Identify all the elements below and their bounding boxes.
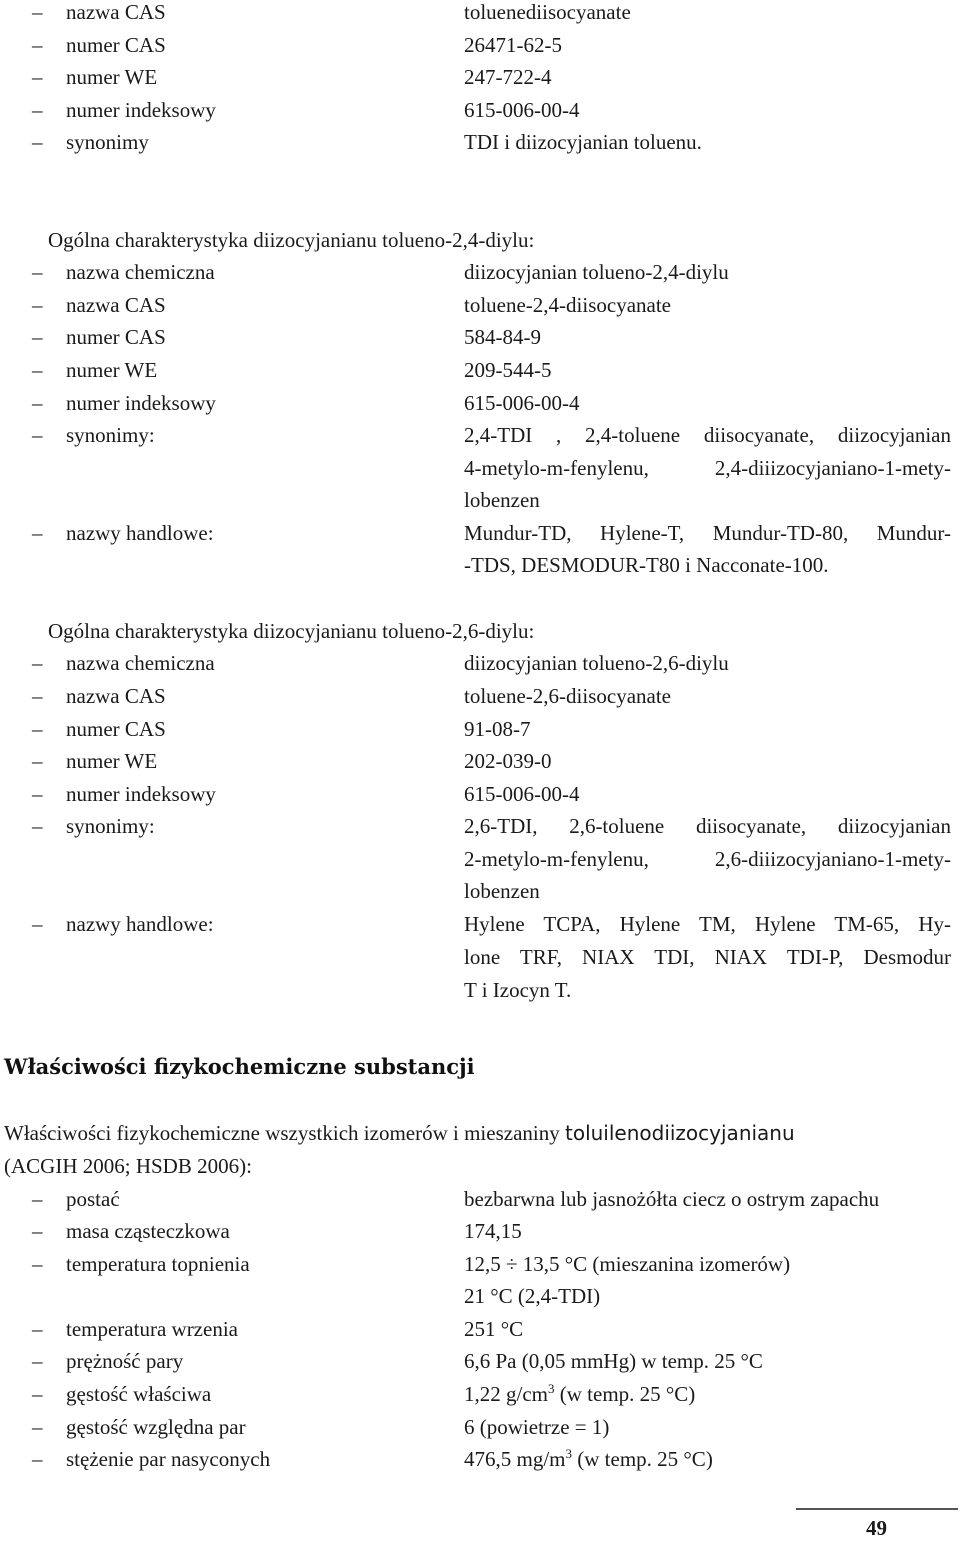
block1-value: 26471-62-5 — [464, 33, 562, 57]
block1-value: 615-006-00-4 — [464, 98, 580, 122]
property-value — [464, 1443, 713, 1475]
property-value: 21 °C (2,4-TDI) — [464, 1284, 601, 1308]
property-value: 6 (powietrze = 1) — [464, 1415, 610, 1439]
field-value: diizocyjanian tolueno-2,4-diylu — [464, 260, 729, 284]
field-value: diizocyjanian tolueno-2,6-diylu — [464, 651, 729, 675]
section-title-26 — [0, 615, 960, 647]
section-title-text: Ogólna charakterystyka diizocyjanianu tolueno-2,4-diylu: — [48, 228, 535, 252]
synonyms-label: synonimy: — [66, 814, 155, 838]
synonyms-line: 2-metylo-m-fenylenu, 2,6-diiizocyjaniano-1-mety- — [464, 847, 951, 871]
property-row: – gęstość właściwa 1,22 $g/cm^3$ (w temp. 25 °C) — [0, 1378, 960, 1410]
field-value: toluene-2,4-diisocyanate — [464, 293, 672, 317]
field-value: 91-08-7 — [464, 717, 531, 741]
property-row: – temperatura topnienia 12,5 ÷ 13,5 °C (mieszanina izomerów) — [0, 1248, 960, 1280]
property-label: gęstość właściwa — [66, 1382, 212, 1406]
section26-synonyms: – synonimy: 2,6-TDI, 2,6-toluene diisocyanate, diizocyjanian — [0, 810, 960, 842]
field-label: numer CAS — [66, 325, 166, 349]
property-value: 12,5 ÷ 13,5 °C (mieszanina izomerów) — [464, 1252, 791, 1276]
field-value: 584-84-9 — [464, 325, 541, 349]
page-number: 49 — [866, 1516, 887, 1540]
section-title-24 — [0, 224, 960, 256]
trade-names-label: nazwy handlowe: — [66, 912, 214, 936]
section26-synonyms-cont — [0, 875, 960, 907]
block1-row: – numer WE 247-722-4 — [0, 61, 960, 93]
property-label: temperatura wrzenia — [66, 1317, 238, 1341]
property-label: postać — [66, 1187, 120, 1211]
property-label: stężenie par nasyconych — [66, 1447, 271, 1471]
field-label: numer CAS — [66, 717, 166, 741]
field-value: 615-006-00-4 — [464, 782, 580, 806]
synonyms-line: 2,6-TDI, 2,6-toluene diisocyanate, diizocyjanian — [464, 814, 951, 838]
field-label: nazwa chemiczna — [66, 260, 215, 284]
property-label: prężność pary — [66, 1349, 184, 1373]
block1-row: – synonimy TDI i diizocyjanian toluenu. — [0, 126, 960, 158]
section26-row: – nazwa CAS toluene-2,6-diisocyanate — [0, 680, 960, 712]
section24-synonyms-cont — [0, 484, 960, 516]
section26-synonyms-cont — [0, 843, 960, 875]
section24-trade: – nazwy handlowe: Mundur-TD, Hylene-T, Mundur-TD-80, Mundur- — [0, 517, 960, 549]
property-row: – postać bezbarwna lub jasnożółta ciecz o ostrym zapachu — [0, 1183, 960, 1215]
property-value: 174,15 — [464, 1219, 522, 1243]
block1-value: toluenediisocyanate — [464, 0, 631, 24]
section24-trade-cont — [0, 549, 960, 581]
intro-paragraph-line2: (ACGIH 2006; HSDB 2006): — [4, 1154, 252, 1178]
section24-row: – numer WE 209-544-5 — [0, 354, 960, 386]
property-label: gęstość względna par — [66, 1415, 246, 1439]
section-title-text: Ogólna charakterystyka diizocyjanianu tolueno-2,6-diylu: — [48, 619, 535, 643]
synonyms-label: synonimy: — [66, 423, 155, 447]
section26-trade: – nazwy handlowe: Hylene TCPA, Hylene TM, Hylene TM-65, Hy- — [0, 908, 960, 940]
property-value: 251 °C — [464, 1317, 524, 1341]
footer-rule — [796, 1508, 958, 1510]
block1-label: nazwa CAS — [66, 0, 166, 24]
section24-row: – nazwa chemiczna diizocyjanian tolueno-2,4-diylu — [0, 256, 960, 288]
section24-synonyms: – synonimy: 2,4-TDI , 2,4-toluene diisocyanate, diizocyjanian — [0, 419, 960, 451]
section26-row: – numer WE 202-039-0 — [0, 745, 960, 777]
field-value: 209-544-5 — [464, 358, 552, 382]
intro-paragraph — [4, 1117, 954, 1149]
superscript: 3 — [565, 1446, 573, 1461]
property-row: – prężność pary 6,6 Pa (0,05 mmHg) w temp. 25 °C — [0, 1345, 960, 1377]
block1-row: – numer CAS 26471-62-5 — [0, 29, 960, 61]
section26-row: – numer CAS 91-08-7 — [0, 713, 960, 745]
section24-row: – numer CAS 584-84-9 — [0, 321, 960, 353]
property-value: 6,6 Pa (0,05 mmHg) w temp. 25 °C — [464, 1349, 763, 1373]
section24-row: – numer indeksowy 615-006-00-4 — [0, 387, 960, 419]
trade-names-line: Mundur-TD, Hylene-T, Mundur-TD-80, Mundur- — [464, 521, 951, 545]
property-value-rest: (w temp. 25 °C) — [554, 1382, 696, 1406]
property-value-main: 1,22 g/cm — [464, 1382, 548, 1406]
property-row: – temperatura wrzenia 251 °C — [0, 1313, 960, 1345]
property-value — [464, 1378, 695, 1410]
field-label: numer indeksowy — [66, 782, 216, 806]
field-label: nazwa CAS — [66, 684, 166, 708]
block1-row: – nazwa CAS toluenediisocyanate — [0, 0, 960, 28]
property-label: masa cząsteczkowa — [66, 1219, 230, 1243]
property-value-main: 476,5 mg/m — [464, 1447, 566, 1471]
trade-names-line: T i Izocyn T. — [464, 978, 572, 1002]
block1-value: TDI i diizocyjanian toluenu. — [464, 130, 702, 154]
section26-row: – nazwa chemiczna diizocyjanian tolueno-2,6-diylu — [0, 647, 960, 679]
block1-label: numer CAS — [66, 33, 166, 57]
field-value: toluene-2,6-diisocyanate — [464, 684, 672, 708]
intro-text: Właściwości fizykochemiczne wszystkich izomerów i mieszaniny — [4, 1121, 565, 1145]
synonyms-line: 2,4-TDI , 2,4-toluene diisocyanate, diizocyjanian — [464, 423, 951, 447]
block1-value: 247-722-4 — [464, 65, 552, 89]
property-label: temperatura topnienia — [66, 1252, 250, 1276]
field-label: numer WE — [66, 358, 158, 382]
block1-label: numer indeksowy — [66, 98, 216, 122]
field-label: nazwa chemiczna — [66, 651, 215, 675]
section24-row: – nazwa CAS toluene-2,4-diisocyanate — [0, 289, 960, 321]
block1-label: synonimy — [66, 130, 149, 154]
section26-trade-cont — [0, 941, 960, 973]
superscript: 3 — [548, 1381, 555, 1396]
property-value: bezbarwna lub jasnożółta ciecz o ostrym zapachu — [464, 1187, 880, 1211]
field-label: numer indeksowy — [66, 391, 216, 415]
field-value: 615-006-00-4 — [464, 391, 580, 415]
property-value-rest: (w temp. 25 °C) — [572, 1447, 713, 1471]
property-row: – stężenie par nasyconych 476,5 $mg/m^3$ (w temp. 25 °C) — [0, 1443, 960, 1475]
property-row: – gęstość względna par 6 (powietrze = 1) — [0, 1411, 960, 1443]
trade-names-label: nazwy handlowe: — [66, 521, 214, 545]
section-heading: Właściwości fizykochemiczne substancji — [4, 1054, 475, 1079]
trade-names-line: lone TRF, NIAX TDI, NIAX TDI-P, Desmodur — [464, 945, 951, 969]
block1-row: – numer indeksowy 615-006-00-4 — [0, 94, 960, 126]
intro-compound: toluilenodiizocyjanianu — [564, 1121, 795, 1145]
property-row-cont — [0, 1280, 960, 1312]
field-value: 202-039-0 — [464, 749, 552, 773]
synonyms-line: lobenzen — [464, 488, 540, 512]
trade-names-line: Hylene TCPA, Hylene TM, Hylene TM-65, Hy- — [464, 912, 951, 936]
section26-trade-cont — [0, 974, 960, 1006]
block1-label: numer WE — [66, 65, 158, 89]
synonyms-line: 4-metylo-m-fenylenu, 2,4-diiizocyjaniano-1-mety- — [464, 456, 951, 480]
section24-synonyms-cont — [0, 452, 960, 484]
field-label: numer WE — [66, 749, 158, 773]
trade-names-line: -TDS, DESMODUR-T80 i Nacconate-100. — [464, 553, 829, 577]
property-row: – masa cząsteczkowa 174,15 — [0, 1215, 960, 1247]
synonyms-line: lobenzen — [464, 879, 540, 903]
section26-row: – numer indeksowy 615-006-00-4 — [0, 778, 960, 810]
field-label: nazwa CAS — [66, 293, 166, 317]
